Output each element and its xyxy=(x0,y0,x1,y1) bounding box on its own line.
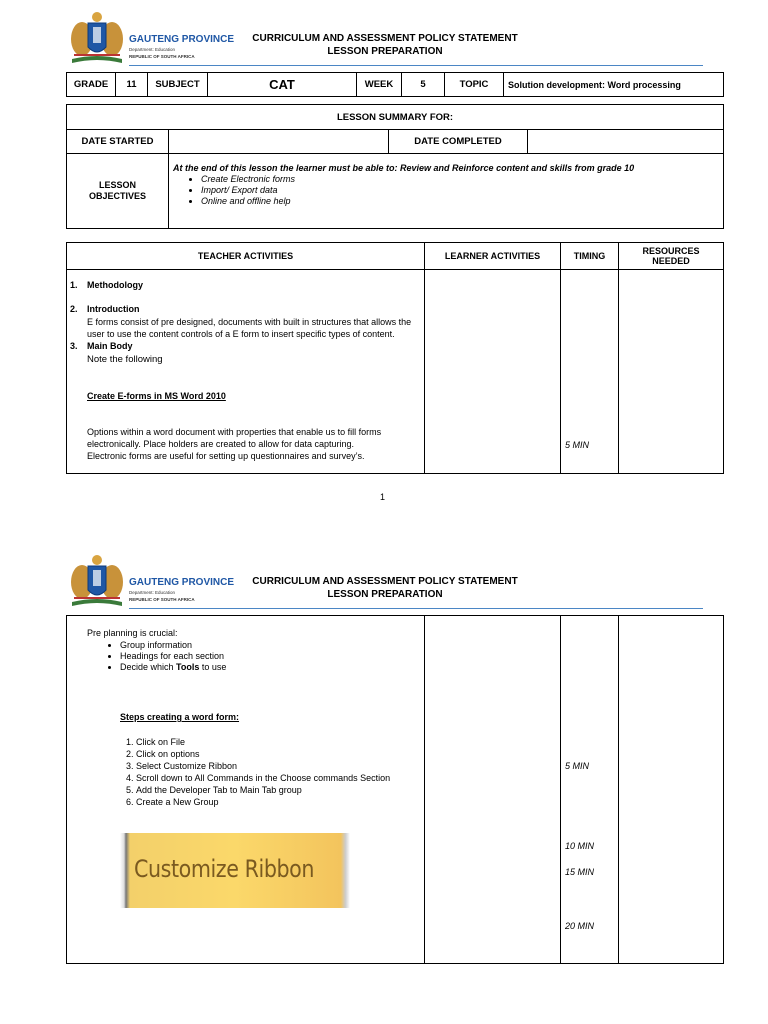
step-item: 3. Select Customize Ribbon xyxy=(136,760,390,772)
options-text-3: Electronic forms are useful for setting up questionnaires and survey’s. xyxy=(87,451,365,461)
grade-value: 11 xyxy=(116,73,148,97)
country-name: REPUBLIC OF SOUTH AFRICA xyxy=(129,54,195,59)
doc-title-line2: LESSON PREPARATION xyxy=(327,589,443,600)
gauteng-logo xyxy=(66,552,235,608)
item1-title: Methodology xyxy=(87,280,143,290)
pre-planning-item-pre: Decide which xyxy=(120,662,177,672)
subject-value: CAT xyxy=(208,73,357,97)
col-timing: TIMING xyxy=(561,243,619,270)
objective-item: • Create Electronic forms xyxy=(201,174,719,185)
step-item: 2. Click on options xyxy=(136,748,390,760)
item2-title: Introduction xyxy=(87,304,140,314)
teacher-activities-cell xyxy=(67,270,425,474)
doc-title xyxy=(230,575,540,601)
options-text-2: electronically. Place holders are created to allow for data capturing. xyxy=(87,439,354,449)
coat-of-arms-icon xyxy=(66,9,128,65)
lesson-summary-table xyxy=(66,104,724,229)
country-name: REPUBLIC OF SOUTH AFRICA xyxy=(129,597,195,602)
item3-note: Note the following xyxy=(87,354,163,365)
objectives-cell xyxy=(169,154,724,229)
pre-planning-item-post: to use xyxy=(199,662,227,672)
header-rule xyxy=(129,608,703,609)
header-rule xyxy=(129,65,703,66)
create-eforms-heading: Create E-forms in MS Word 2010 xyxy=(87,391,226,401)
resources-cell xyxy=(619,616,724,964)
resources-cell xyxy=(619,270,724,474)
topic-value: Solution development: Word processing xyxy=(504,73,724,97)
objectives-label xyxy=(67,154,169,229)
pre-planning-text: Pre planning is crucial: xyxy=(87,628,178,638)
objectives-label-line2: OBJECTIVES xyxy=(88,191,146,201)
doc-title-line1: CURRICULUM AND ASSESSMENT POLICY STATEMENT xyxy=(252,33,518,44)
grade-label: GRADE xyxy=(67,73,116,97)
timing-cell xyxy=(561,270,619,474)
objective-item: • Import/ Export data xyxy=(201,185,719,196)
activities-table-continued xyxy=(66,615,724,964)
province-name: GAUTENG PROVINCE xyxy=(129,34,235,45)
customize-ribbon-image-text: Customize Ribbon xyxy=(134,855,315,883)
week-value: 5 xyxy=(402,73,445,97)
options-text-1: Options within a word document with properties that enable us to fill forms xyxy=(87,427,382,437)
item1-num: 1. xyxy=(70,280,78,290)
date-started-label: DATE STARTED xyxy=(67,130,169,154)
pre-planning-item xyxy=(120,662,226,673)
doc-title-line1: CURRICULUM AND ASSESSMENT POLICY STATEMENT xyxy=(252,576,518,587)
info-row-table xyxy=(66,72,724,97)
step-item: 4. Scroll down to All Commands in the Choose commands Section xyxy=(136,772,390,784)
summary-heading: LESSON SUMMARY FOR: xyxy=(67,105,724,130)
pre-planning-list xyxy=(92,640,226,673)
step-item: 6. Create a New Group xyxy=(136,796,390,808)
date-completed-value xyxy=(528,130,724,154)
steps-heading: Steps creating a word form: xyxy=(120,712,240,722)
timing-value: 20 MIN xyxy=(565,921,595,931)
objective-item: • Online and offline help xyxy=(201,196,719,207)
col-resources-line2: NEEDED xyxy=(652,256,690,266)
pre-planning-item: • Headings for each section xyxy=(120,651,226,662)
learner-activities-cell xyxy=(425,616,561,964)
province-name: GAUTENG PROVINCE xyxy=(129,577,235,588)
col-teacher-activities: TEACHER ACTIVITIES xyxy=(67,243,425,270)
timing-value: 15 MIN xyxy=(565,867,595,877)
doc-title xyxy=(230,32,540,58)
pre-planning-item: • Group information xyxy=(120,640,226,651)
objectives-intro: At the end of this lesson the learner must be able to: Review and Reinforce content and skills from grade 10 xyxy=(173,163,635,173)
date-completed-label: DATE COMPLETED xyxy=(389,130,528,154)
doc-title-line2: LESSON PREPARATION xyxy=(327,46,443,57)
page-number: 1 xyxy=(380,492,386,502)
coat-of-arms-icon xyxy=(66,552,128,608)
timing-value: 10 MIN xyxy=(565,841,595,851)
steps-list xyxy=(120,736,390,808)
item2-text-1: E forms consist of pre designed, documents with built in structures that allows the xyxy=(87,317,412,327)
department-name: Department: Education xyxy=(129,590,176,595)
item3-title: Main Body xyxy=(87,341,133,351)
item2-num: 2. xyxy=(70,304,78,314)
subject-label: SUBJECT xyxy=(148,73,208,97)
topic-label: TOPIC xyxy=(445,73,504,97)
customize-ribbon-image xyxy=(120,832,350,908)
objectives-list xyxy=(173,174,719,207)
week-label: WEEK xyxy=(357,73,402,97)
timing-value: 5 MIN xyxy=(565,440,590,450)
item2-text-2: user to use the content controls of a E form to insert specific types of content. xyxy=(87,329,395,339)
activities-table xyxy=(66,242,724,474)
timing-value: 5 MIN xyxy=(565,761,590,771)
pre-planning-item-bold: Tools xyxy=(176,662,200,672)
col-learner-activities: LEARNER ACTIVITIES xyxy=(425,243,561,270)
teacher-activities-cell xyxy=(67,616,425,964)
learner-activities-cell xyxy=(425,270,561,474)
timing-cell xyxy=(561,616,619,964)
col-resources-line1: RESOURCES xyxy=(642,246,700,256)
step-item: 5. Add the Developer Tab to Main Tab group xyxy=(136,784,390,796)
department-name: Department: Education xyxy=(129,47,176,52)
item3-num: 3. xyxy=(70,341,78,351)
gauteng-logo xyxy=(66,9,235,65)
date-started-value xyxy=(169,130,389,154)
step-item: 1. Click on File xyxy=(136,736,390,748)
col-resources xyxy=(619,243,724,270)
objectives-label-line1: LESSON xyxy=(98,180,136,190)
